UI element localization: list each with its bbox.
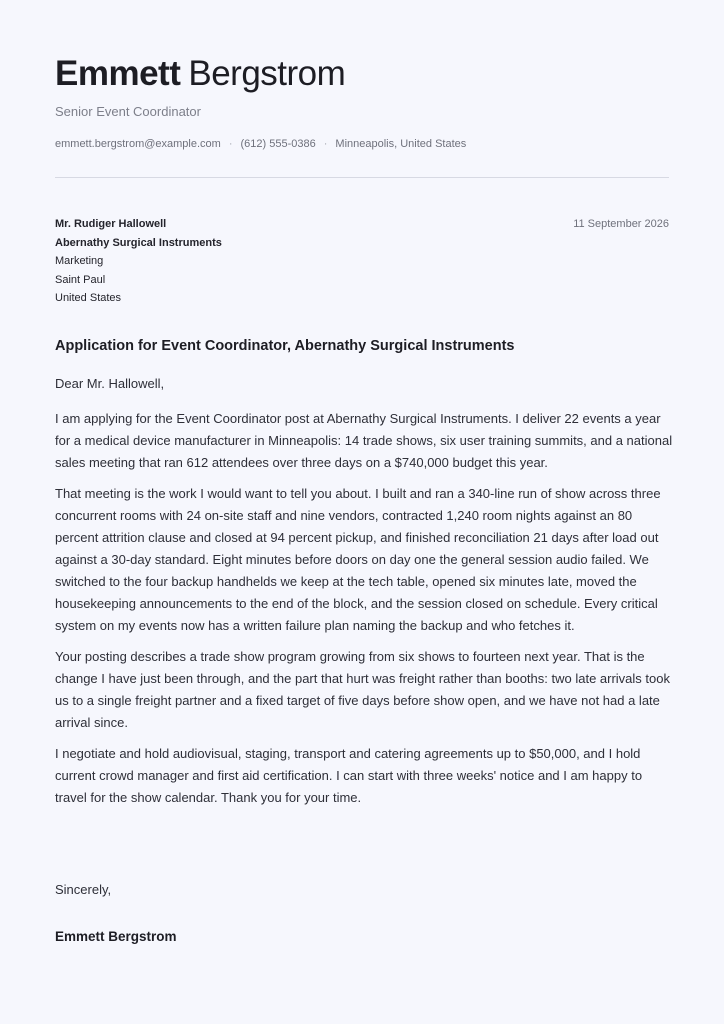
applicant-last-name: Bergstrom bbox=[188, 54, 346, 93]
recipient-city: Saint Paul bbox=[55, 273, 106, 286]
letter-body bbox=[55, 408, 675, 818]
letter-date: 11 September 2026 bbox=[573, 218, 669, 230]
contact-separator: · bbox=[323, 138, 328, 150]
letter-signature: Emmett Bergstrom bbox=[55, 929, 177, 944]
applicant-role: Senior Event Coordinator bbox=[55, 104, 201, 119]
applicant-name bbox=[55, 52, 345, 96]
recipient-department: Marketing bbox=[55, 255, 104, 267]
contact-separator: · bbox=[228, 138, 233, 150]
contact-phone: (612) 555-0386 bbox=[240, 138, 316, 150]
applicant-first-name: Emmett bbox=[55, 54, 181, 93]
header-divider bbox=[55, 177, 669, 178]
body-paragraph: That meeting is the work I would want to tell you about. I built and ran a 340-line run of show across three concurrent rooms with 24 on-site staff and nine vendors, contracted 1,240 room nights against an 80 percent attrition clause and closed at 94 percent pickup, and finished reconciliation 21 days after load out against a 30-day standard. Eight minutes before doors on day one the general session audio failed. We switched to the four backup handhelds we keep at the tech table, opened six minutes late, moved the housekeeping announcements to the end of the block, and the session closed on schedule. Every critical system on my events now has a written failure plan naming the backup and who fetches it. bbox=[55, 486, 661, 633]
body-paragraph: I negotiate and hold audiovisual, staging, transport and catering agreements up to $50,000, and I hold current crowd manager and first aid certification. I can start with three weeks' notice and I am happy to travel for the show calendar. Thank you for your time. bbox=[55, 746, 643, 805]
letter-subject: Application for Event Coordinator, Abernathy Surgical Instruments bbox=[55, 338, 515, 354]
body-paragraph: I am applying for the Event Coordinator post at Abernathy Surgical Instruments. I deliver 22 events a year for a medical device manufacturer in Minneapolis: 14 trade shows, six user training summits, and a national sales meeting that ran 612 attendees over three days on a $740,000 budget this year. bbox=[55, 411, 673, 470]
recipient-company: Abernathy Surgical Instruments bbox=[55, 236, 222, 249]
letter-closing: Sincerely, bbox=[55, 882, 112, 897]
recipient-country: United States bbox=[55, 292, 122, 304]
letter-greeting: Dear Mr. Hallowell, bbox=[55, 376, 165, 391]
contact-email: emmett.bergstrom@example.com bbox=[55, 138, 221, 150]
body-paragraph: Your posting describes a trade show program growing from six shows to fourteen next year. That is the change I have just been through, and the part that hurt was freight rather than booths: two late arrivals took us to a single freight partner and a fixed target of five days before show open, and we have not had a late arrival since. bbox=[55, 649, 670, 730]
recipient-block bbox=[55, 215, 222, 308]
contact-location: Minneapolis, United States bbox=[335, 138, 467, 150]
recipient-name: Mr. Rudiger Hallowell bbox=[55, 218, 167, 230]
contact-line bbox=[55, 138, 466, 150]
